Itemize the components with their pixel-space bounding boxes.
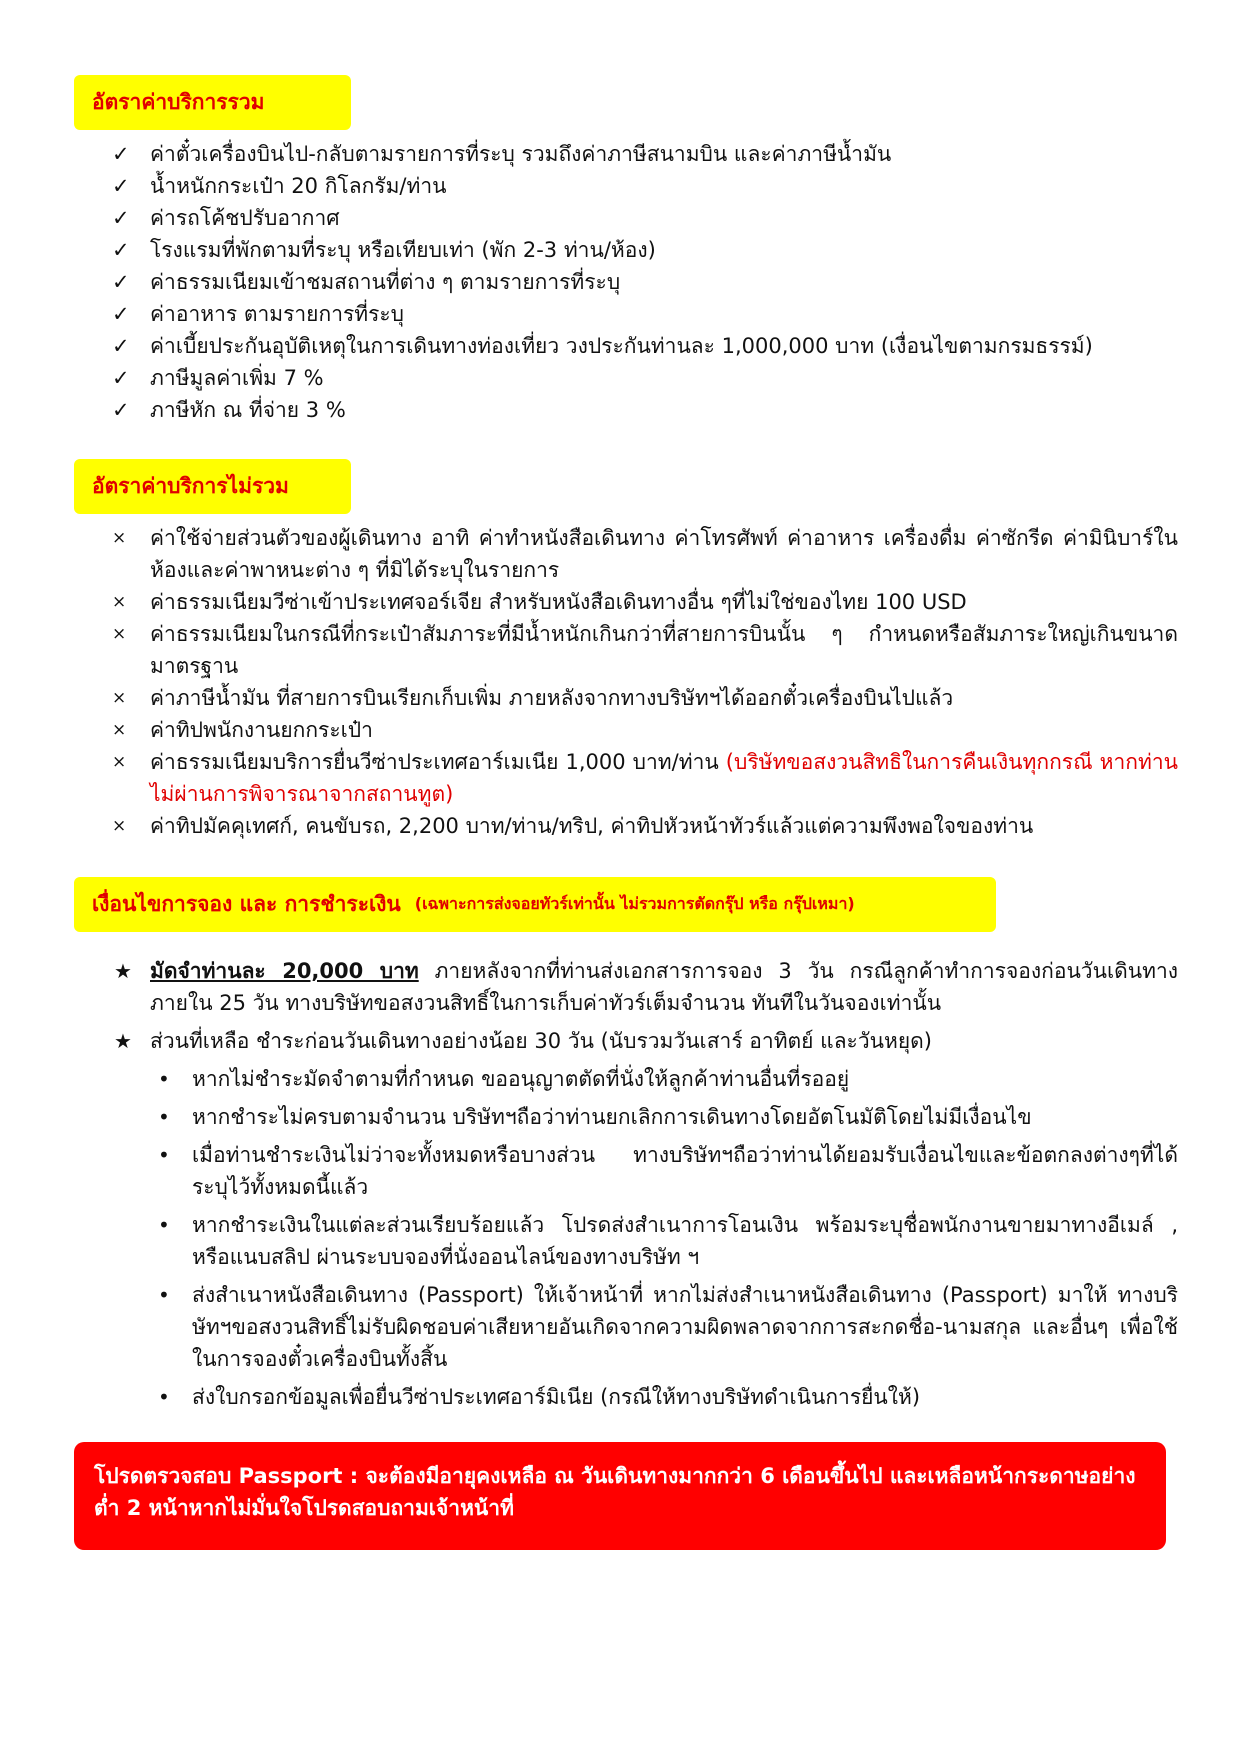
excluded-list: [0, 522, 1241, 842]
sub-list-item: • เมื่อท่านชำระเงินไม่ว่าจะทั้งหมดหรือบางส่วน ทางบริษัทฯถือว่าท่านได้ยอมรับเงื่อนไขและข้อตกลงต่างๆที่ได้ระบุไว้ทั้งหมดนี้แล้ว: [0, 1139, 1241, 1203]
cross-icon: ×: [112, 720, 127, 740]
check-icon: ✓: [112, 366, 130, 390]
booking-heading: [74, 877, 996, 932]
check-icon: ✓: [112, 270, 130, 294]
star-icon: ★: [114, 1029, 132, 1053]
list-item: ✓ ค่าธรรมเนียมเข้าชมสถานที่ต่าง ๆ ตามรายการที่ระบุ: [0, 266, 1241, 298]
list-item: ✓ ภาษีมูลค่าเพิ่ม 7 %: [0, 362, 1241, 394]
included-heading: [74, 75, 351, 130]
list-item: ✓ ค่าตั๋วเครื่องบินไป-กลับตามรายการที่ระบุ รวมถึงค่าภาษีสนามบิน และค่าภาษีน้ำมัน: [0, 138, 1241, 170]
refund-notice: (บริษัทขอสงวนสิทธิในการคืนเงินทุกกรณี หากท่านไม่ผ่านการพิจารณาจากสถานทูต): [150, 750, 1178, 806]
check-icon: ✓: [112, 398, 130, 422]
included-list: [0, 138, 1241, 426]
excluded-heading: [74, 459, 351, 514]
list-item: × ค่าใช้จ่ายส่วนตัวของผู้เดินทาง อาทิ ค่าทำหนังสือเดินทาง ค่าโทรศัพท์ ค่าอาหาร เครื่องดื่ม ค่าซักรีด ค่ามินิบาร์ในห้องและค่าพาหนะต่าง ๆ ที่มิได้ระบุในรายการ: [0, 522, 1241, 586]
booking-list: [0, 955, 1241, 1413]
cross-icon: ×: [112, 816, 127, 836]
list-item: ✓ น้ำหนักกระเป๋า 20 กิโลกรัม/ท่าน: [0, 170, 1241, 202]
sub-list-item: • หากไม่ชำระมัดจำตามที่กำหนด ขออนุญาตตัดที่นั่งให้ลูกค้าท่านอื่นที่รออยู่: [0, 1063, 1241, 1095]
bullet-icon: •: [158, 1283, 170, 1307]
star-icon: ★: [114, 959, 132, 983]
list-item: ✓ ค่าเบี้ยประกันอุบัติเหตุในการเดินทางท่องเที่ยว วงประกันท่านละ 1,000,000 บาท (เงื่อนไขตามกรมธรรม์): [0, 330, 1241, 362]
sub-list-item: • หากชำระเงินในแต่ละส่วนเรียบร้อยแล้ว โปรดส่งสำเนาการโอนเงิน พร้อมระบุชื่อพนักงานขายมาทางอีเมล์ , หรือแนบสลิป ผ่านระบบจองที่นั่งออนไลน์ของทางบริษัท ฯ: [0, 1209, 1241, 1273]
check-icon: ✓: [112, 334, 130, 358]
deposit-amount: มัดจำท่านละ 20,000 บาท: [150, 959, 419, 983]
excluded-heading-text: อัตราค่าบริการไม่รวม: [92, 474, 289, 498]
cross-icon: ×: [112, 688, 127, 708]
sub-list-item: • หากชำระไม่ครบตามจำนวน บริษัทฯถือว่าท่านยกเลิกการเดินทางโดยอัตโนมัติโดยไม่มีเงื่อนไข: [0, 1101, 1241, 1133]
list-item: ✓ ค่าอาหาร ตามรายการที่ระบุ: [0, 298, 1241, 330]
deposit-item: ★ มัดจำท่านละ 20,000 บาท ภายหลังจากที่ท่านส่งเอกสารการจอง 3 วัน กรณีลูกค้าทำการจองก่อนวันเดินทางภายใน 25 วัน ทางบริษัทขอสงวนสิทธิ์ในการเก็บค่าทัวร์เต็มจำนวน ทันทีในวันจองเท่านั้น: [0, 955, 1241, 1019]
passport-alert-text: โปรดตรวจสอบ Passport : จะต้องมีอายุคงเหลือ ณ วันเดินทางมากกว่า 6 เดือนขึ้นไป และเหลือหน้ากระดาษอย่างต่ำ 2 หน้าหากไม่มั่นใจโปรดสอบถามเจ้าหน้าที่: [94, 1464, 1136, 1520]
list-item: ✓ ค่ารถโค้ชปรับอากาศ: [0, 202, 1241, 234]
list-item: × ค่าธรรมเนียมวีซ่าเข้าประเทศจอร์เจีย สำหรับหนังสือเดินทางอื่น ๆที่ไม่ใช่ของไทย 100 USD: [0, 586, 1241, 618]
list-item: × ค่าธรรมเนียมในกรณีที่กระเป๋าสัมภาระที่มีน้ำหนักเกินกว่าที่สายการบินนั้น ๆ กำหนดหรือสัมภาระใหญ่เกินขนาดมาตรฐาน: [0, 618, 1241, 682]
check-icon: ✓: [112, 206, 130, 230]
list-item: × ค่าภาษีน้ำมัน ที่สายการบินเรียกเก็บเพิ่ม ภายหลังจากทางบริษัทฯได้ออกตั๋วเครื่องบินไปแล้ว: [0, 682, 1241, 714]
passport-alert: [74, 1442, 1166, 1550]
bullet-icon: •: [158, 1067, 170, 1091]
sub-list-item: • ส่งใบกรอกข้อมูลเพื่อยื่นวีซ่าประเทศอาร์มิเนีย (กรณีให้ทางบริษัทดำเนินการยื่นให้): [0, 1381, 1241, 1413]
check-icon: ✓: [112, 142, 130, 166]
list-item: × ค่าทิปมัคคุเทศก์, คนขับรถ, 2,200 บาท/ท่าน/ทริป, ค่าทิปหัวหน้าทัวร์แล้วแต่ความพึงพอใจของท่าน: [0, 810, 1241, 842]
cross-icon: ×: [112, 752, 127, 772]
booking-heading-text: เงื่อนไขการจอง และ การชำระเงิน: [92, 892, 401, 916]
check-icon: ✓: [112, 238, 130, 262]
bullet-icon: •: [158, 1105, 170, 1129]
list-item: ✓ ภาษีหัก ณ ที่จ่าย 3 %: [0, 394, 1241, 426]
bullet-icon: •: [158, 1213, 170, 1237]
balance-item: ★ ส่วนที่เหลือ ชำระก่อนวันเดินทางอย่างน้อย 30 วัน (นับรวมวันเสาร์ อาทิตย์ และวันหยุด): [0, 1025, 1241, 1057]
list-item: ✓ โรงแรมที่พักตามที่ระบุ หรือเทียบเท่า (พัก 2-3 ท่าน/ห้อง): [0, 234, 1241, 266]
bullet-icon: •: [158, 1143, 170, 1167]
sub-list-item: • ส่งสำเนาหนังสือเดินทาง (Passport) ให้เจ้าหน้าที่ หากไม่ส่งสำเนาหนังสือเดินทาง (Passport) มาให้ ทางบริษัทฯขอสงวนสิทธิ์ไม่รับผิดชอบค่าเสียหายอันเกิดจากความผิดพลาดจากการสะกดชื่อ-นามสกุล และอื่นๆ เพื่อใช้ในการจองตั๋วเครื่องบินทั้งสิ้น: [0, 1279, 1241, 1375]
booking-heading-note: (เฉพาะการส่งจอยทัวร์เท่านั้น ไม่รวมการตัดกรุ๊ป หรือ กรุ๊ปเหมา): [414, 894, 855, 913]
list-item: × ค่าทิปพนักงานยกกระเป๋า: [0, 714, 1241, 746]
cross-icon: ×: [112, 624, 127, 644]
check-icon: ✓: [112, 302, 130, 326]
included-heading-text: อัตราค่าบริการรวม: [92, 90, 265, 114]
bullet-icon: •: [158, 1385, 170, 1409]
check-icon: ✓: [112, 174, 130, 198]
cross-icon: ×: [112, 528, 127, 548]
cross-icon: ×: [112, 592, 127, 612]
list-item: × ค่าธรรมเนียมบริการยื่นวีซ่าประเทศอาร์เมเนีย 1,000 บาท/ท่าน (บริษัทขอสงวนสิทธิในการคืนเงินทุกกรณี หากท่านไม่ผ่านการพิจารณาจากสถานทูต): [0, 746, 1241, 810]
